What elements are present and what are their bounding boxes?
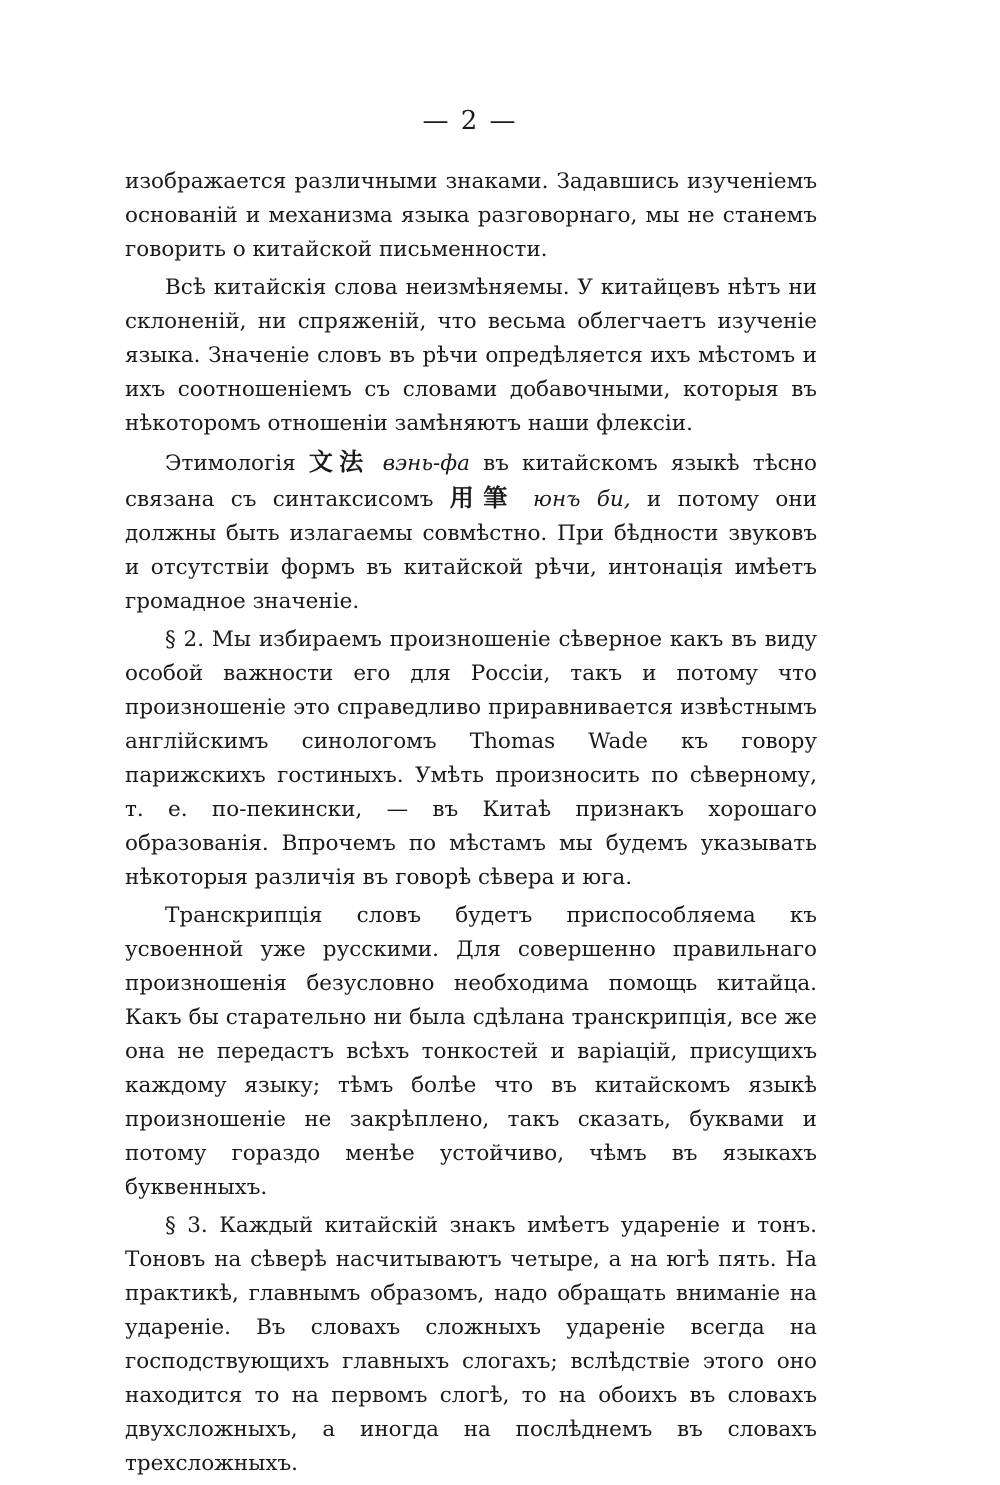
paragraph-3-text-c: и потому они должны быть излагаемы совмѣстно. При бѣдности звуковъ и отсутствіи формъ въ китайской рѣчи, интонація имѣетъ громадное значеніе. — [125, 487, 817, 614]
paragraph-5: Транскрипція словъ будетъ приспособляема къ усвоенной уже русскими. Для совершенно правильнаго произношенія безусловно необходима помощь китайца. Какъ бы старательно ни была сдѣлана транскрипція, все же она не передастъ всѣхъ тонкостей и варіацій, присущихъ каждому языку; тѣмъ болѣе что въ китайскомъ языкѣ произношеніе не закрѣплено, такъ сказать, буквами и потому гораздо менѣе устойчиво, чѣмъ въ языкахъ буквенныхъ. — [125, 903, 817, 1200]
chinese-term-yongbi: 用筆 — [449, 484, 517, 512]
page-number: — 2 — — [422, 106, 518, 136]
paragraph-2: Всѣ китайскія слова неизмѣняемы. У китайцевъ нѣтъ ни склоненій, ни спряженій, что весьма облегчаетъ изученіе языка. Значеніе словъ въ рѣчи опредѣляется ихъ мѣстомъ и ихъ соотношеніемъ съ словами добавочными, которыя въ нѣкоторомъ отношеніи замѣняютъ наши флексіи. — [125, 275, 817, 436]
paragraph-3-text-b: въ китайскомъ языкѣ тѣсно связана съ синтаксисомъ — [125, 451, 817, 512]
paragraph-6: § 3. Каждый китайскій знакъ имѣетъ удареніе и тонъ. Тоновъ на сѣверѣ насчитываютъ четыре, а на югѣ пять. На практикѣ, главнымъ образомъ, надо обращать вниманіе на удареніе. Въ словахъ сложныхъ удареніе всегда на господствующихъ главныхъ слогахъ; вслѣдствіе этого оно находится то на первомъ слогѣ, то на обоихъ въ словахъ двухсложныхъ, а иногда на послѣднемъ въ словахъ трехсложныхъ. — [125, 1213, 817, 1476]
chinese-term-wenfa: 文法 — [308, 448, 370, 476]
paragraph-3 — [125, 445, 817, 619]
body-text — [125, 165, 817, 1485]
paragraph-3-text-a: Этимологія — [165, 451, 296, 476]
romanization-yongbi: юнъ би, — [533, 487, 631, 512]
paragraph-4: § 2. Мы избираемъ произношеніе сѣверное какъ въ виду особой важности его для Россіи, такъ и потому что произношеніе это справедливо приравнивается извѣстнымъ англійскимъ синологомъ Thomas Wade къ говору парижскихъ гостиныхъ. Умѣть произносить по сѣверному, т. е. по-пекински, — въ Китаѣ признакъ хорошаго образованія. Впрочемъ по мѣстамъ мы будемъ указывать нѣкоторыя различія въ говорѣ сѣвера и юга. — [125, 627, 817, 890]
romanization-wenfa: вэнь-фа — [382, 451, 470, 476]
paragraph-1: изображается различными знаками. Задавшись изученіемъ основаній и механизма языка разговорнаго, мы не станемъ говорить о китайской письменности. — [125, 169, 817, 262]
